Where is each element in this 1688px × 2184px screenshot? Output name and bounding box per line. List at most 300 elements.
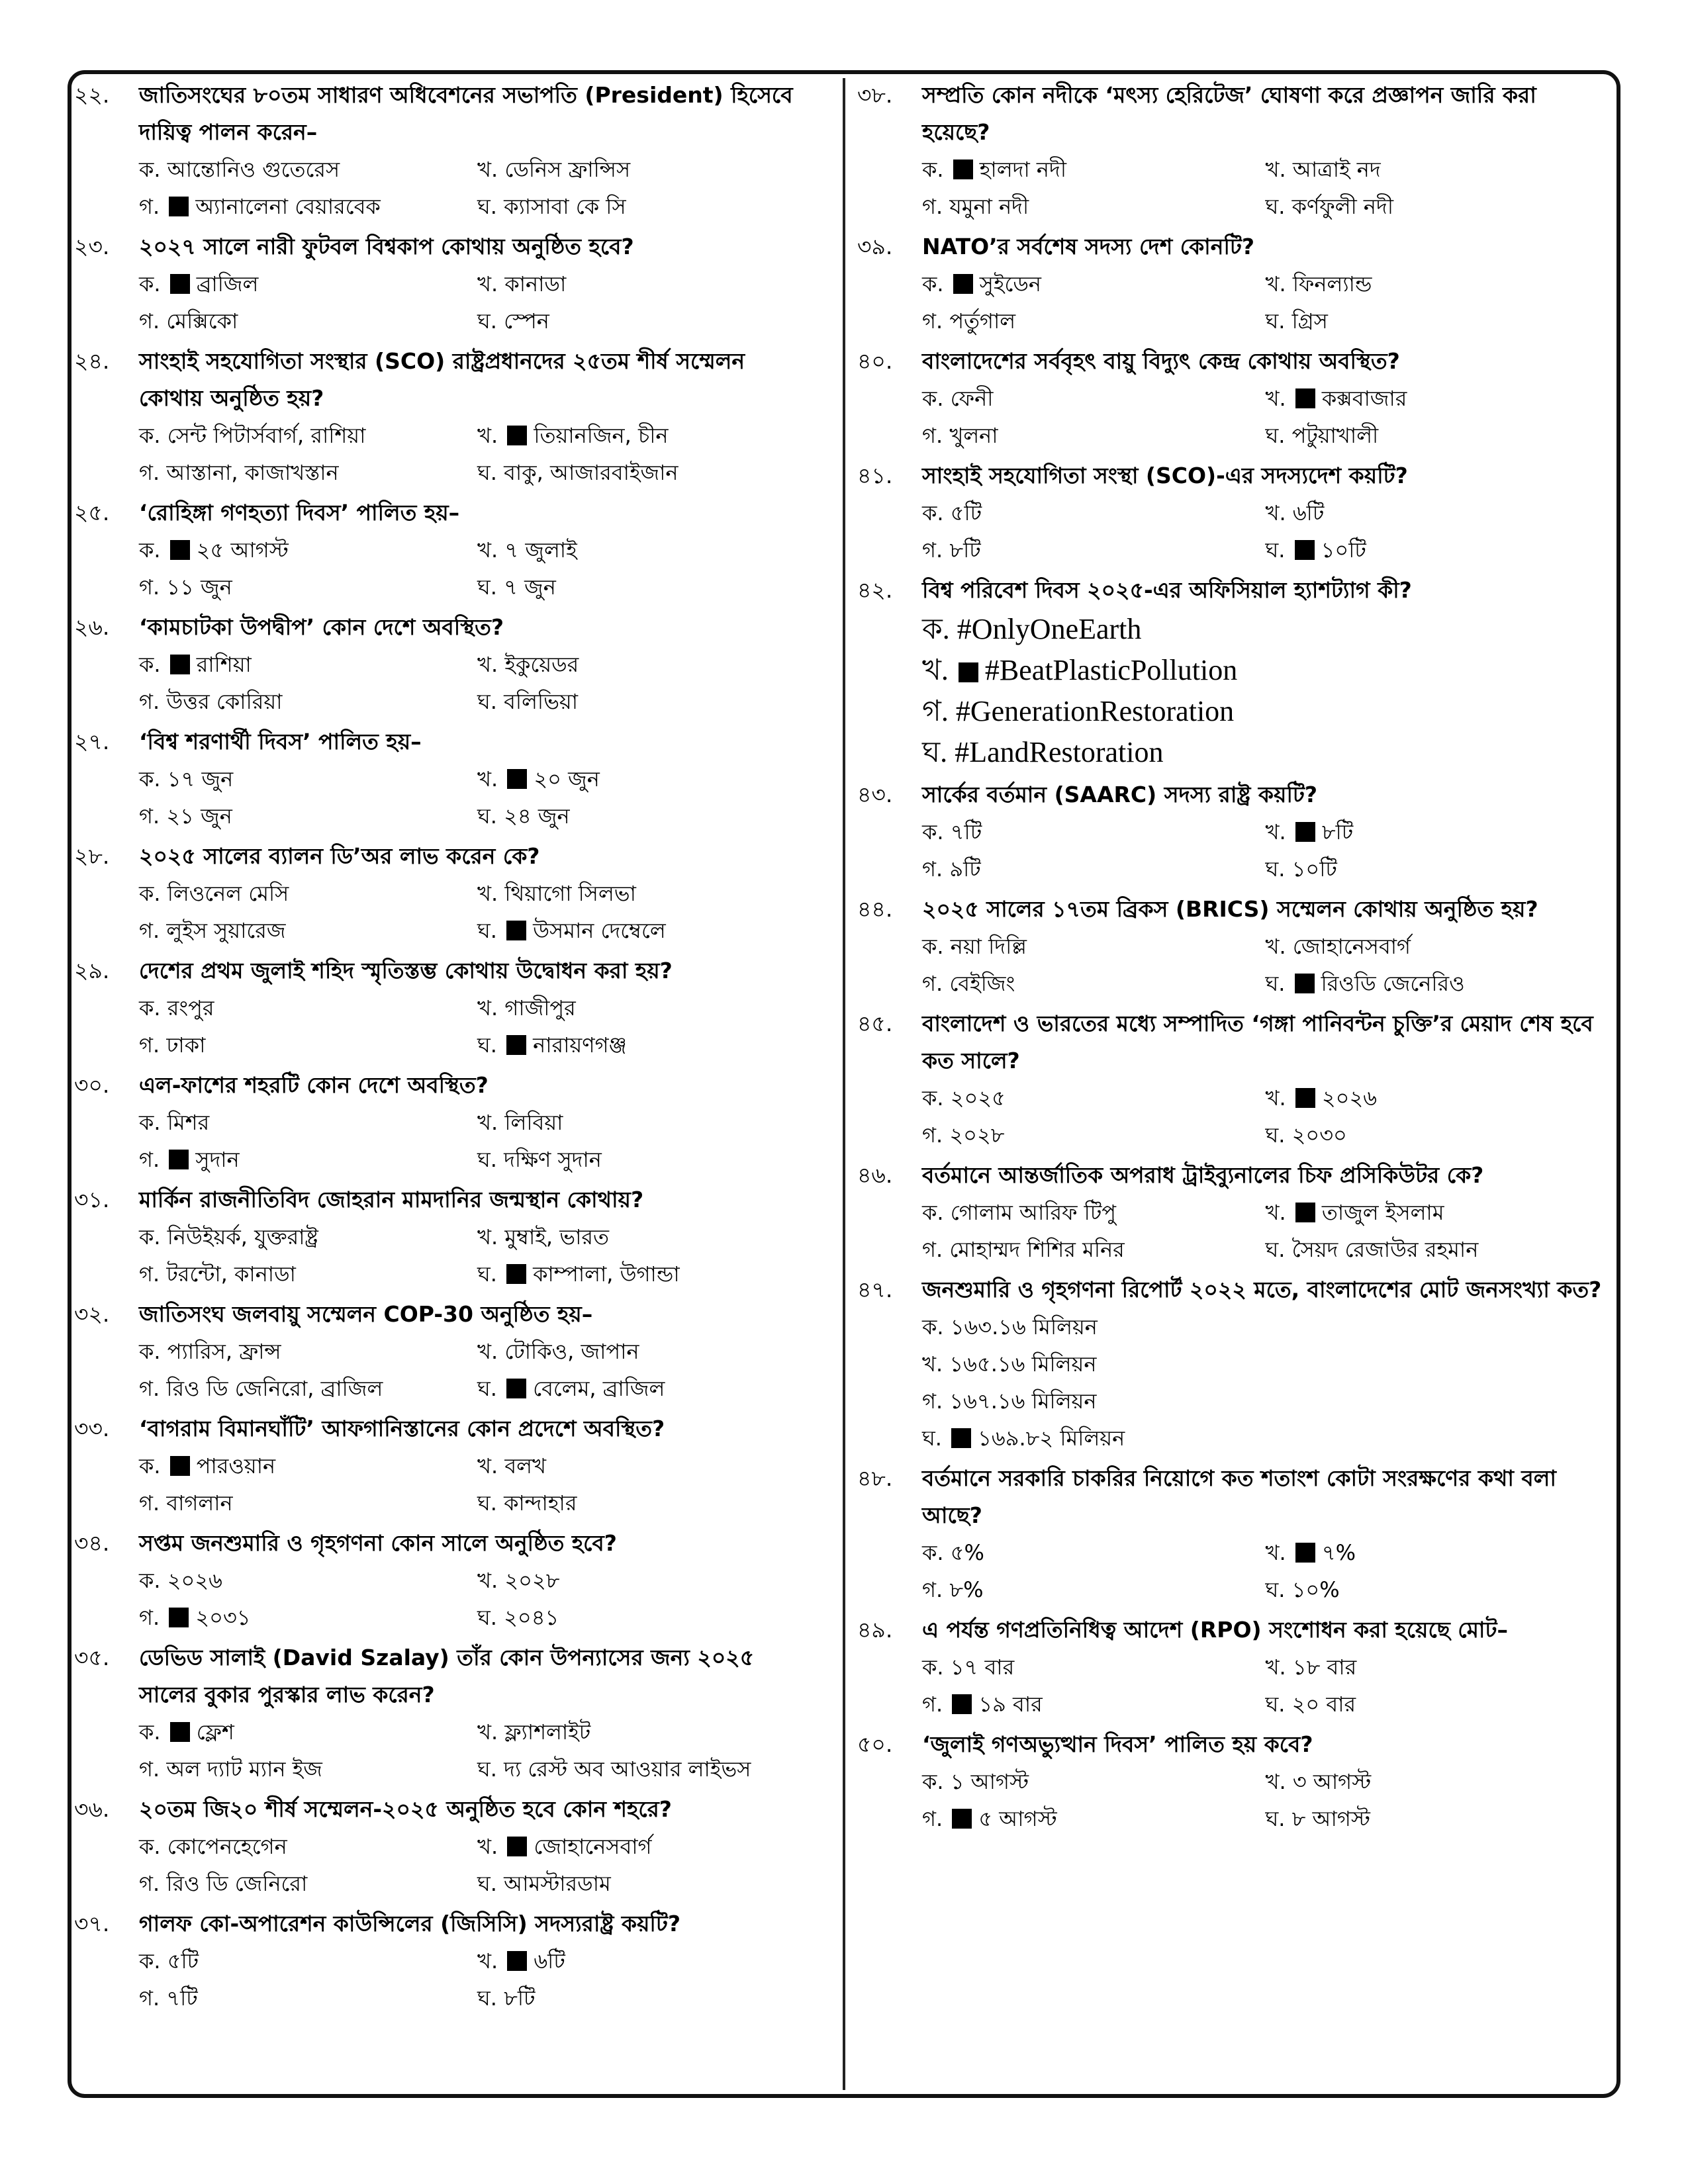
option-label: হালদা নদী [979, 157, 1066, 182]
options-grid [857, 1763, 1609, 1837]
option-prefix: ক. [139, 1568, 167, 1593]
option-label: ১৬৩.১৬ মিলিয়ন [950, 1314, 1098, 1340]
option-prefix: ঘ. [477, 1376, 504, 1401]
question-number: ২৭. [74, 729, 110, 754]
option-prefix: ক. [922, 934, 951, 959]
correct-answer-marker [1295, 388, 1315, 408]
option-prefix: খ. [477, 1110, 505, 1135]
answer-option [1266, 417, 1609, 454]
options-grid [857, 494, 1609, 569]
question-header [857, 343, 1609, 380]
answer-option [139, 646, 477, 683]
correct-answer-marker [507, 1837, 527, 1856]
answer-option [477, 417, 816, 454]
option-prefix: গ. [922, 423, 950, 448]
option-label: উত্তর কোরিয়া [166, 689, 283, 714]
option-prefix: গ. [922, 1122, 950, 1148]
option-label: রিও ডি জেনিরো, ব্রাজিল [166, 1376, 383, 1401]
option-prefix: খ. [477, 423, 505, 448]
answer-option [139, 1865, 477, 1902]
answer-option [139, 1979, 477, 2017]
answer-option [922, 1800, 1266, 1837]
options-grid [74, 1104, 816, 1178]
correct-answer-marker [1295, 540, 1315, 560]
option-prefix: ঘ. [477, 1605, 504, 1630]
option-label: লুইস সুয়ারেজ [166, 918, 286, 943]
question-text: সাংহাই সহযোগিতা সংস্থার (SCO) রাষ্ট্রপ্রধানদের ২৫তম শীর্ষ সম্মেলন কোথায় অনুষ্ঠিত হয়? [139, 348, 745, 411]
option-label: বাগলান [166, 1490, 233, 1516]
option-prefix: ক. [139, 423, 167, 448]
question-number: ৩২. [74, 1301, 110, 1327]
answer-option [139, 1333, 477, 1370]
question-text: বাংলাদেশ ও ভারতের মধ্যে সম্পাদিত ‘গঙ্গা পানিবন্টন চুক্তি’র মেয়াদ শেষ হবে কত সালে? [922, 1011, 1593, 1073]
correct-answer-marker [953, 159, 973, 179]
option-label: ৭ জুলাই [504, 537, 577, 563]
answer-option [139, 188, 477, 225]
options-grid [857, 1079, 1609, 1154]
answer-option [922, 1231, 1266, 1268]
option-label: বাকু, আজারবাইজান [504, 460, 679, 485]
answer-option [477, 1333, 816, 1370]
correct-answer-marker [169, 1150, 189, 1169]
option-prefix: গ. [139, 574, 167, 600]
option-prefix: গ. [139, 689, 167, 714]
option-prefix: ঘ. [477, 689, 504, 714]
correct-answer-marker [953, 274, 973, 294]
answer-option [139, 1026, 477, 1064]
question-number: ২৮. [74, 843, 110, 869]
answer-option [922, 928, 1266, 965]
option-prefix: ঘ. [1265, 971, 1292, 996]
question-block [857, 1726, 1609, 1837]
option-prefix: গ. [139, 918, 167, 943]
question-number: ৩৭. [74, 1911, 110, 1936]
question-block [74, 1410, 816, 1522]
answer-option [139, 151, 477, 188]
option-prefix: খ. [477, 157, 505, 182]
option-label: ৭% [1321, 1540, 1356, 1565]
option-label: মেক্সিকো [166, 308, 238, 334]
options-grid [857, 813, 1609, 887]
answer-option [922, 1308, 1609, 1345]
option-label: ফিনল্যান্ড [1292, 271, 1372, 296]
option-label: বলিভিয়া [504, 689, 579, 714]
correct-answer-marker [1295, 1088, 1315, 1108]
option-prefix: ঘ. [1265, 308, 1292, 334]
options-grid [857, 1194, 1609, 1268]
option-label: ১৬৯.৮২ মিলিয়ন [978, 1426, 1125, 1451]
correct-answer-marker [506, 1264, 526, 1284]
question-header [74, 1296, 816, 1333]
answer-option [139, 1370, 477, 1407]
option-prefix: গ. [139, 194, 167, 219]
answer-option [1266, 1194, 1609, 1231]
option-label: দ্য রেস্ট অব আওয়ার লাইভস [504, 1756, 751, 1782]
answer-option [139, 265, 477, 302]
option-prefix: গ. [139, 308, 167, 334]
question-header [74, 1639, 816, 1713]
question-header [857, 891, 1609, 928]
option-label: বেলেম, ব্রাজিল [533, 1376, 665, 1401]
answer-option [139, 1828, 477, 1865]
option-label: টরন্টো, কানাডা [166, 1261, 296, 1287]
answer-option [1266, 151, 1609, 188]
option-label: লিওনেল মেসি [167, 881, 289, 906]
option-label: মুম্বাই, ভারত [504, 1224, 609, 1250]
option-label: বেইজিং [949, 971, 1015, 996]
answer-option [1266, 1079, 1609, 1116]
option-label: বলখ [504, 1453, 547, 1479]
answer-option [139, 797, 477, 835]
option-prefix: খ. [1265, 1540, 1293, 1565]
option-prefix: ঘ. [1265, 1122, 1292, 1148]
question-text: সম্প্রতি কোন নদীকে ‘মৎস্য হেরিটেজ’ ঘোষণা করে প্রজ্ঞাপন জারি করা হয়েছে? [922, 82, 1536, 145]
question-text: ২০২৫ সালের ১৭তম ব্রিকস (BRICS) সম্মেলন কোথায় অনুষ্ঠিত হয়? [922, 896, 1538, 922]
answer-option [922, 1383, 1609, 1420]
option-prefix: গ. [922, 537, 950, 563]
option-label: লিবিয়া [504, 1110, 563, 1135]
option-prefix: ক. [922, 157, 951, 182]
answer-option [139, 302, 477, 340]
option-prefix: গ. [139, 1147, 167, 1172]
question-header [857, 1460, 1609, 1534]
question-header [74, 228, 816, 265]
option-label: ৮টি [504, 1985, 536, 2011]
option-label: ফ্লেশ [196, 1719, 234, 1745]
option-label: গোলাম আরিফ টিপু [950, 1200, 1116, 1225]
answer-option [1266, 1231, 1609, 1268]
option-prefix: ঘ. [1265, 537, 1292, 563]
answer-option [139, 1562, 477, 1599]
option-label: ৯টি [949, 856, 981, 882]
answer-option [922, 732, 1609, 773]
option-prefix: ক. [139, 271, 167, 296]
correct-answer-marker [507, 1951, 527, 1971]
answer-option [922, 302, 1266, 340]
question-header [74, 1791, 816, 1828]
option-prefix: খ. [922, 654, 956, 686]
answer-option [922, 1345, 1609, 1383]
option-prefix: খ. [1265, 1769, 1293, 1794]
question-text: বর্তমানে সরকারি চাকরির নিয়োগে কত শতাংশ কোটা সংরক্ষণের কথা বলা আছে? [922, 1465, 1556, 1528]
correct-answer-marker [1295, 974, 1315, 993]
question-number: ৪২. [857, 577, 893, 603]
option-prefix: খ. [477, 271, 505, 296]
question-text: সার্কের বর্তমান (SAARC) সদস্য রাষ্ট্র কয়টি? [922, 782, 1318, 807]
option-prefix: ক. [139, 1224, 167, 1250]
option-prefix: ক. [139, 652, 167, 677]
answer-option [922, 531, 1266, 569]
option-label: পারওয়ান [196, 1453, 276, 1479]
option-prefix: ঘ. [477, 803, 504, 829]
option-label: ১০টি [1321, 537, 1366, 563]
question-text: ডেভিড সালাই (David Szalay) তাঁর কোন উপন্যাসের জন্য ২০২৫ সালের বুকার পুরস্কার লাভ করেন? [139, 1645, 755, 1707]
option-prefix: খ. [477, 1224, 505, 1250]
answer-option [477, 1370, 816, 1407]
question-number: ৩৪. [74, 1530, 110, 1556]
question-number: ২৫. [74, 500, 110, 525]
question-text: জনশুমারি ও গৃহগণনা রিপোর্ট ২০২২ মতে, বাংলাদেশের মোট জনসংখ্যা কত? [922, 1277, 1602, 1302]
answer-option [477, 188, 816, 225]
question-text: ‘বিশ্ব শরণার্থী দিবস’ পালিত হয়– [139, 729, 422, 754]
correct-answer-marker [169, 197, 189, 216]
option-label: ১৮ বার [1292, 1655, 1357, 1680]
option-prefix: ক. [922, 819, 951, 844]
option-label: নিউইয়র্ক, যুক্তরাষ্ট্র [167, 1224, 318, 1250]
option-label: ২০৪১ [504, 1605, 559, 1630]
question-header [74, 723, 816, 760]
answer-option [139, 989, 477, 1026]
answer-option [139, 1141, 477, 1178]
option-prefix: খ. [477, 1834, 505, 1859]
question-number: ৩৯. [857, 234, 893, 259]
answer-option [477, 683, 816, 720]
answer-option [922, 1194, 1266, 1231]
option-prefix: গ. [139, 1376, 167, 1401]
correct-answer-marker [1295, 822, 1315, 842]
answer-option [477, 1104, 816, 1141]
answer-option [922, 151, 1266, 188]
question-text: ২০২৭ সালে নারী ফুটবল বিশ্বকাপ কোথায় অনুষ্ঠিত হবে? [139, 234, 634, 259]
option-prefix: ঘ. [477, 1147, 504, 1172]
correct-answer-marker [506, 921, 526, 940]
question-number: ২২. [74, 82, 110, 108]
option-prefix: গ. [922, 1388, 950, 1414]
option-label: ৫ আগস্ট [978, 1806, 1057, 1831]
options-grid [74, 646, 816, 720]
option-label: ১০টি [1291, 856, 1337, 882]
option-prefix: গ. [922, 308, 950, 334]
answer-option [922, 188, 1266, 225]
option-prefix: ক. [922, 271, 951, 296]
answer-option [477, 760, 816, 797]
answer-option [139, 1447, 477, 1484]
option-prefix: ক. [139, 1110, 167, 1135]
option-label: টোকিও, জাপান [504, 1339, 639, 1364]
option-label: গাজীপুর [504, 995, 576, 1021]
answer-option [1266, 1686, 1609, 1723]
option-label: ঢাকা [166, 1032, 206, 1058]
option-prefix: গ. [922, 695, 956, 727]
option-prefix: ক. [139, 1719, 167, 1745]
options-grid [857, 380, 1609, 454]
question-number: ৪৬. [857, 1162, 893, 1188]
option-prefix: ক. [922, 613, 957, 645]
answer-option [139, 1104, 477, 1141]
question-text: মার্কিন রাজনীতিবিদ জোহরান মামদানির জন্মস্থান কোথায়? [139, 1187, 644, 1212]
option-label: কোপেনহেগেন [167, 1834, 287, 1859]
option-label: সুইডেন [979, 271, 1042, 296]
answer-option [1266, 302, 1609, 340]
question-header [74, 1181, 816, 1218]
answer-option [139, 1255, 477, 1293]
correct-answer-marker [170, 1722, 190, 1742]
option-prefix: ক. [922, 1200, 951, 1225]
option-label: ১১ জুন [166, 574, 232, 600]
option-label: ইকুয়েডর [504, 652, 579, 677]
option-label: রাশিয়া [196, 652, 252, 677]
option-prefix: ক. [922, 1314, 951, 1340]
option-prefix: গ. [922, 1692, 950, 1717]
correct-answer-marker [170, 274, 190, 294]
question-block [857, 228, 1609, 340]
option-label: ১ আগস্ট [950, 1769, 1029, 1794]
option-label: ৭টি [950, 819, 982, 844]
answer-option [477, 797, 816, 835]
option-label: মিশর [167, 1110, 210, 1135]
option-prefix: খ. [477, 1948, 505, 1974]
option-label: তিয়ানজিন, চীন [534, 423, 669, 448]
question-text: ‘জুলাই গণঅভ্যুত্থান দিবস’ পালিত হয় কবে? [922, 1731, 1313, 1757]
answer-option [477, 1255, 816, 1293]
option-label: গ্রিস [1291, 308, 1328, 334]
option-label: আমস্টারডাম [504, 1871, 611, 1896]
option-prefix: ক. [139, 1453, 167, 1479]
option-prefix: খ. [1265, 1085, 1293, 1111]
question-block [74, 1181, 816, 1293]
option-label: রিও ডি জেনিরো [166, 1871, 308, 1896]
option-label: ৬টি [534, 1948, 565, 1974]
option-prefix: খ. [1265, 1200, 1293, 1225]
question-number: ২৪. [74, 348, 110, 374]
option-prefix: ঘ. [477, 1871, 504, 1896]
question-number: ৪৭. [857, 1277, 893, 1302]
answer-option [139, 531, 477, 569]
option-prefix: ঘ. [477, 1032, 504, 1058]
answer-option [139, 912, 477, 949]
option-prefix: ক. [139, 881, 167, 906]
correct-answer-marker [507, 426, 527, 445]
option-label: #BeatPlasticPollution [984, 654, 1238, 686]
option-label: ২৫ আগস্ট [196, 537, 289, 563]
question-number: ৩০. [74, 1072, 110, 1098]
question-block [857, 1460, 1609, 1608]
question-number: ৩৫. [74, 1645, 110, 1670]
option-label: ২৪ জুন [504, 803, 570, 829]
option-label: পটুয়াখালী [1291, 423, 1379, 448]
answer-option [139, 1218, 477, 1255]
option-label: ডেনিস ফ্রান্সিস [504, 157, 631, 182]
option-prefix: ঘ. [477, 574, 504, 600]
option-label: ১৬৫.১৬ মিলিয়ন [949, 1351, 1097, 1377]
option-label: ১৬৭.১৬ মিলিয়ন [949, 1388, 1097, 1414]
option-prefix: ঘ. [477, 918, 504, 943]
option-prefix: ক. [139, 995, 167, 1021]
option-label: ৬টি [1292, 500, 1325, 525]
option-prefix: ঘ. [1265, 423, 1292, 448]
correct-answer-marker [170, 540, 190, 560]
options-grid [74, 760, 816, 835]
option-label: ২১ জুন [166, 803, 232, 829]
option-prefix: গ. [922, 1237, 950, 1262]
option-prefix: ঘ. [1265, 1692, 1292, 1717]
option-label: কান্দাহার [504, 1490, 577, 1516]
option-label: ২০২৫ [950, 1085, 1006, 1111]
answer-option [477, 1141, 816, 1178]
options-grid [74, 531, 816, 606]
option-label: যমুনা নদী [949, 194, 1029, 219]
option-label: থিয়াগো সিলভা [504, 881, 636, 906]
answer-option [477, 302, 816, 340]
option-label: কাম্পালা, উগান্ডা [533, 1261, 680, 1287]
question-number: ৫০. [857, 1731, 893, 1757]
option-label: ২০২৬ [1321, 1085, 1378, 1111]
option-prefix: ক. [139, 1948, 167, 1974]
answer-option [139, 1599, 477, 1636]
option-prefix: গ. [139, 1756, 167, 1782]
question-header [74, 1905, 816, 1942]
options-grid [857, 1534, 1609, 1608]
option-prefix: খ. [1265, 934, 1293, 959]
answer-option [1266, 1534, 1609, 1571]
option-prefix: খ. [477, 1719, 505, 1745]
answer-option [1266, 1116, 1609, 1154]
question-block [74, 1905, 816, 2017]
answer-option [477, 1562, 816, 1599]
answer-option [922, 265, 1266, 302]
option-prefix: ক. [139, 766, 167, 792]
option-label: কর্ণফুলী নদী [1291, 194, 1393, 219]
question-block [857, 77, 1609, 225]
question-block [74, 77, 816, 225]
answer-option [1266, 188, 1609, 225]
question-text: সপ্তম জনশুমারি ও গৃহগণনা কোন সালে অনুষ্ঠিত হবে? [139, 1530, 617, 1556]
question-text: বাংলাদেশের সর্ববৃহৎ বায়ু বিদ্যুৎ কেন্দ্র কোথায় অবস্থিত? [922, 348, 1400, 374]
question-number: ২৩. [74, 234, 110, 259]
option-prefix: ক. [922, 1655, 951, 1680]
option-label: ৫টি [950, 500, 982, 525]
option-prefix: ঘ. [477, 1490, 504, 1516]
question-text: ‘বাগরাম বিমানঘাঁটি’ আফগানিস্তানের কোন প্রদেশে অবস্থিত? [139, 1416, 665, 1441]
answer-option [139, 683, 477, 720]
question-header [857, 1726, 1609, 1763]
option-prefix: গ. [139, 1490, 167, 1516]
answer-option [139, 1713, 477, 1751]
question-block [857, 343, 1609, 454]
answer-option [922, 494, 1266, 531]
option-prefix: খ. [1265, 819, 1293, 844]
option-label: পর্তুগাল [949, 308, 1016, 334]
question-number: ৪০. [857, 348, 893, 374]
correct-answer-marker [1295, 1543, 1315, 1563]
answer-option [139, 760, 477, 797]
answer-option [922, 1116, 1266, 1154]
options-grid [74, 1942, 816, 2017]
option-label: ২০৩১ [195, 1605, 251, 1630]
question-header [857, 457, 1609, 494]
answer-option [922, 609, 1609, 650]
left-column [74, 77, 816, 2020]
question-header [857, 1271, 1609, 1308]
answer-option [477, 1979, 816, 2017]
answer-option [1266, 813, 1609, 850]
answer-option [922, 813, 1266, 850]
option-label: ২০২৮ [949, 1122, 1005, 1148]
option-prefix: খ. [477, 537, 505, 563]
option-prefix: খ. [477, 1568, 505, 1593]
option-prefix: ঘ. [477, 308, 504, 334]
option-label: রংপুর [167, 995, 214, 1021]
question-text: জাতিসংঘ জলবায়ু সম্মেলন COP-30 অনুষ্ঠিত হয়– [139, 1301, 593, 1327]
correct-answer-marker [170, 1456, 190, 1476]
answer-option [922, 1763, 1266, 1800]
option-prefix: খ. [477, 881, 505, 906]
option-prefix: খ. [477, 995, 505, 1021]
options-grid [74, 1562, 816, 1636]
question-block [74, 1296, 816, 1407]
option-prefix: ক. [139, 1834, 167, 1859]
options-grid [74, 989, 816, 1064]
